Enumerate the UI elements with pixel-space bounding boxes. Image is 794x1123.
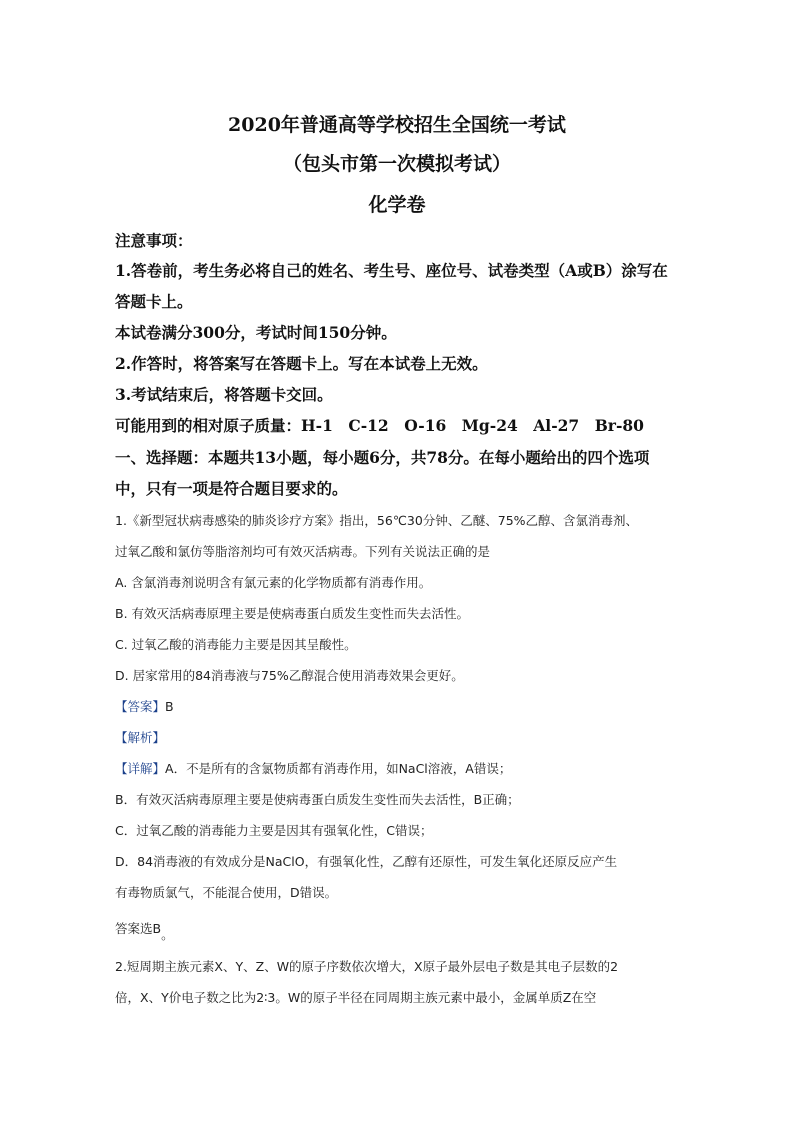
choice-text: 答案选B <box>115 921 162 936</box>
q2-stem: 2.短周期主族元素X、Y、Z、W的原子序数依次增大，X原子最外层电子数是其电子层数的2 <box>115 959 619 974</box>
exam-subject: 化学卷 <box>368 194 426 216</box>
q1-option-a: A. 含氯消毒剂说明含有氯元素的化学物质都有消毒作用。 <box>115 575 432 590</box>
q1-option-c: C. 过氧乙酸的消毒能力主要是因其呈酸性。 <box>115 637 357 652</box>
notes-heading: 注意事项： <box>115 231 193 250</box>
notes-item-2: 2.作答时，将答案写在答题卡上。写在本试卷上无效。 <box>115 354 488 373</box>
atomic-masses: 可能用到的相对原子质量：H-1 C-12 O-16 Mg-24 Al-27 Br-80 <box>115 416 644 435</box>
choice-end: 。 <box>161 927 174 942</box>
section-heading: 一、选择题：本题共13小题，每小题6分，共78分。在每小题给出的四个选项 <box>115 448 650 467</box>
q1-stem-cont: 过氧乙酸和氯仿等脂溶剂均可有效灭活病毒。下列有关说法正确的是 <box>115 544 491 559</box>
exam-subtitle: （包头市第一次模拟考试） <box>282 153 511 175</box>
detail-tag: 【详解】 <box>115 761 166 776</box>
notes-item-3: 3.考试结束后，将答题卡交回。 <box>115 385 333 404</box>
notes-item-1-cont: 答题卡上。 <box>115 292 193 311</box>
answer-value: B <box>165 699 174 714</box>
notes-score: 本试卷满分300分，考试时间150分钟。 <box>115 323 397 342</box>
q1-option-b: B. 有效灭活病毒原理主要是使病毒蛋白质发生变性而失去活性。 <box>115 606 470 621</box>
q1-option-d: D. 居家常用的84消毒液与75%乙醇混合使用消毒效果会更好。 <box>115 668 464 683</box>
q2-stem-cont: 倍，X、Y价电子数之比为2∶3。W的原子半径在同周期主族元素中最小，金属单质Z在空 <box>115 990 597 1005</box>
answer-tag: 【答案】 <box>115 699 166 714</box>
q1-analysis-tag <box>115 728 165 746</box>
q1-answer <box>115 697 174 715</box>
q1-detail-a <box>115 759 511 777</box>
detail-a-text: A．不是所有的含氯物质都有消毒作用，如NaCl溶液，A错误； <box>165 761 512 776</box>
q1-detail-d-cont: 有毒物质氯气，不能混合使用，D错误。 <box>115 885 338 900</box>
section-heading-cont: 中，只有一项是符合题目要求的。 <box>115 479 348 498</box>
q1-stem: 1.《新型冠状病毒感染的肺炎诊疗方案》指出，56℃30分钟、乙醚、75%乙醇、含氯消毒剂、 <box>115 513 639 528</box>
q1-detail-c: C．过氧乙酸的消毒能力主要是因其有强氧化性，C错误； <box>115 823 433 838</box>
exam-title: 2020年普通高等学校招生全国统一考试 <box>228 114 566 136</box>
q1-detail-b: B．有效灭活病毒原理主要是使病毒蛋白质发生变性而失去活性，B正确； <box>115 792 520 807</box>
analysis-tag: 【解析】 <box>115 730 166 745</box>
notes-item-1: 1.答卷前，考生务必将自己的姓名、考生号、座位号、试卷类型（A或B）涂写在 <box>115 261 668 280</box>
q1-detail-d: D．84消毒液的有效成分是NaClO，有强氧化性，乙醇有还原性，可发生氧化还原反应产生 <box>115 854 618 869</box>
q1-choice <box>115 919 174 942</box>
